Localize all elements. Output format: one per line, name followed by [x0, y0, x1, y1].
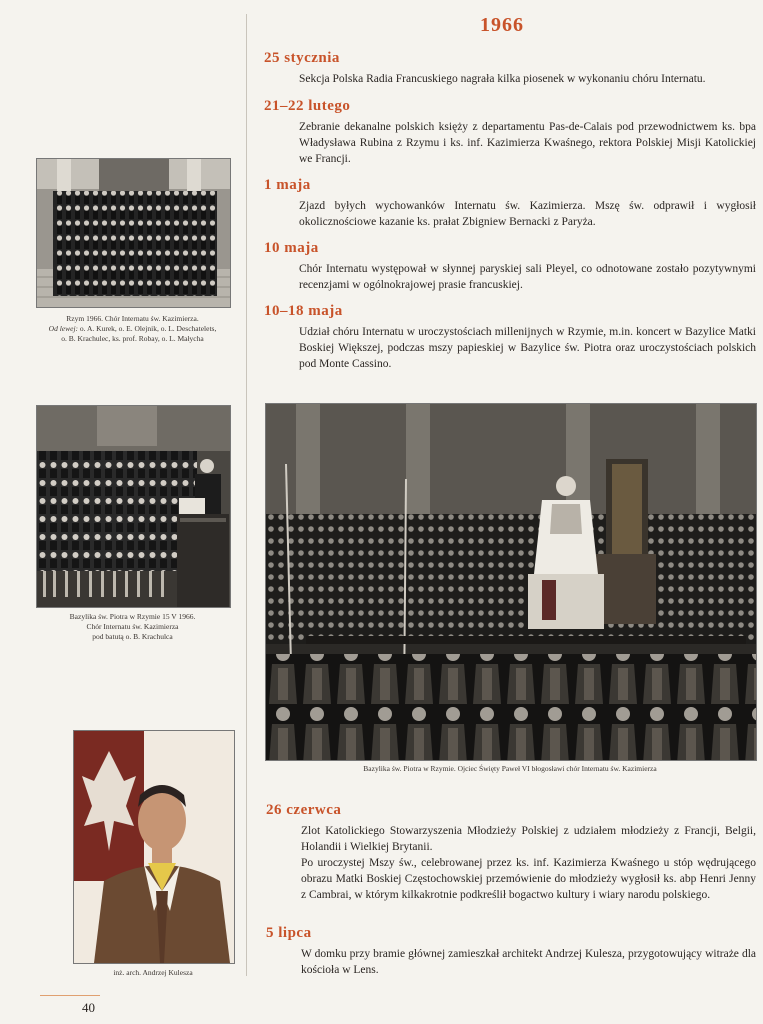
- caption-line: inż. arch. Andrzej Kulesza: [113, 968, 193, 977]
- caption-line: Rzym 1966. Chór Internatu św. Kazimierza.: [66, 314, 199, 323]
- pope-blessing-photo: [265, 403, 757, 761]
- year-heading: 1966: [480, 14, 524, 36]
- caption-line: o. B. Krachulec, ks. prof. Robay, o. L. Małycha: [61, 334, 204, 343]
- entry-paragraph: W domku przy bramie głównej zamieszkał architekt Andrzej Kulesza, przygotowujący witraże dla kościoła w Lens.: [301, 948, 756, 976]
- entry-text: [299, 324, 756, 372]
- entry-21-22-lutego: [264, 98, 756, 167]
- page-number-rule: [40, 995, 100, 996]
- architect-caption: [73, 968, 233, 978]
- choir-basilica-caption: [30, 612, 235, 642]
- entry-paragraph: Zjazd byłych wychowanków Internatu św. Kazimierza. Mszę św. odprawił i wygłosił okolicznościowe kazanie ks. prałat Zbigniew Bernacki z Paryża.: [299, 200, 756, 228]
- entry-date: 21–22 lutego: [264, 98, 351, 114]
- entry-10-18-maja: [264, 303, 756, 372]
- caption-label: Od lewej:: [48, 324, 79, 333]
- caption-line: Bazylika św. Piotra w Rzymie 15 V 1966.: [69, 612, 196, 621]
- choir-rome-photo: [36, 158, 231, 308]
- entry-10-maja: [264, 240, 756, 293]
- entry-date: 25 stycznia: [264, 50, 340, 66]
- entry-paragraph: Udział chóru Internatu w uroczystościach millenijnych w Rzymie, m.in. koncert w Bazylice Matki Boskiej Większej, podczas mszy papieskiej w Bazylice św. Piotra oraz uroczystościach polskich pod Monte Cassino.: [299, 326, 756, 370]
- entry-text: [301, 946, 756, 978]
- entry-date: 1 maja: [264, 177, 311, 193]
- entry-1-maja: [264, 177, 756, 230]
- entry-text: [299, 198, 756, 230]
- entry-paragraph: Po uroczystej Mszy św., celebrowanej przez ks. inf. Kazimierza Kwaśnego u stóp wędrującego obrazu Matki Boskiej Częstochowskiej przemówienie do młodzieży wygłosił ks. abp Henri Jenny z Cambrai, w którym kilkakrotnie podkreślił bogactwo kultury i wiary narodu polskiego.: [301, 857, 756, 901]
- choir-rome-caption: [30, 314, 235, 344]
- entry-paragraph: Sekcja Polska Radia Francuskiego nagrała kilka piosenek w wykonaniu chóru Internatu.: [299, 73, 706, 85]
- caption-line: pod batutą o. B. Krachulca: [92, 632, 173, 641]
- caption-line: Chór Internatu św. Kazimierza: [86, 622, 179, 631]
- entry-25-stycznia: [264, 50, 756, 87]
- entry-5-lipca: [266, 925, 756, 978]
- entry-date: 26 czerwca: [266, 802, 342, 818]
- architect-portrait-photo: [73, 730, 235, 964]
- column-divider: [246, 14, 247, 976]
- entry-date: 10–18 maja: [264, 303, 343, 319]
- entry-paragraph: Zlot Katolickiego Stowarzyszenia Młodzieży Polskiej z udziałem młodzieży z Francji, Belgii, Holandii i Wielkiej Brytanii.: [301, 825, 756, 853]
- entry-text: [299, 261, 756, 293]
- page-number: 40: [82, 1000, 95, 1015]
- entry-paragraph: Zebranie dekanalne polskich księży z departamentu Pas-de-Calais pod przewodnictwem ks. bpa Władysława Rubina z Rzymu i ks. inf. Kazimierza Kwaśnego, rektora Polskiej Misji Katolickiej we Francji.: [299, 121, 756, 165]
- entry-date: 10 maja: [264, 240, 319, 256]
- pope-blessing-caption: [265, 764, 755, 774]
- caption-text: o. A. Kurek, o. E. Olejnik, o. L. Deschatelets,: [78, 324, 217, 333]
- entry-date: 5 lipca: [266, 925, 312, 941]
- caption-line: Bazylika św. Piotra w Rzymie. Ojciec Święty Paweł VI błogosławi chór Internatu św. Kazimierza: [363, 764, 657, 773]
- entry-text: [301, 823, 756, 903]
- choir-basilica-photo: [36, 405, 231, 608]
- caption-line: [30, 324, 235, 334]
- entry-paragraph: Chór Internatu występował w słynnej paryskiej sali Pleyel, co odnotowane zostało pozytywnymi recenzjami w ogólnokrajowej prasie francuskiej.: [299, 263, 756, 291]
- entry-text: [299, 71, 756, 87]
- entry-26-czerwca: [266, 802, 756, 903]
- entry-text: [299, 119, 756, 167]
